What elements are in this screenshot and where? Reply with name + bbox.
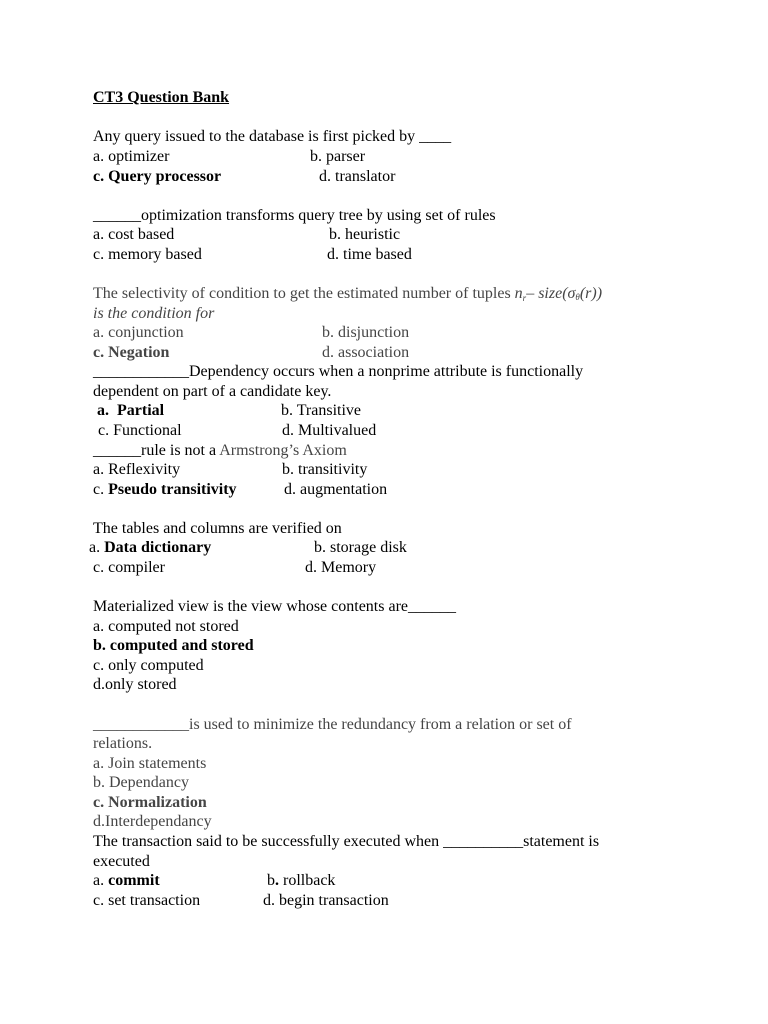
q5-question-part-1: ______rule is not a bbox=[93, 442, 220, 459]
q9-option-b-dot: . bbox=[275, 872, 279, 889]
q3-formula-n: n bbox=[514, 285, 523, 302]
q1-option-a: a. optimizer bbox=[93, 148, 170, 165]
question-6: The tables and columns are verified on bbox=[93, 520, 342, 537]
q5-option-c-prefix: c. bbox=[93, 481, 109, 498]
q6-option-d: d. Memory bbox=[305, 559, 377, 576]
q3-option-d: d. association bbox=[322, 344, 410, 361]
q1-option-d: d. translator bbox=[319, 168, 396, 185]
q5-option-c-text: Pseudo transitivity bbox=[108, 481, 237, 498]
q6-option-b: b. storage disk bbox=[314, 539, 407, 556]
q2-option-c: c. memory based bbox=[93, 246, 202, 263]
question-3-line-2: is the condition for bbox=[93, 305, 215, 322]
q3-formula-theta: θ bbox=[575, 292, 580, 302]
question-8-line-2: relations. bbox=[93, 735, 153, 752]
question-1: Any query issued to the database is first picked by ____ bbox=[93, 128, 452, 145]
q9-option-b-prefix: b bbox=[267, 872, 275, 889]
q2-option-d: d. time based bbox=[327, 246, 412, 263]
q9-option-a-prefix: a. bbox=[93, 872, 109, 889]
q3-option-a: a. conjunction bbox=[93, 324, 184, 341]
q8-option-a: a. Join statements bbox=[93, 755, 207, 772]
q4-option-b: b. Transitive bbox=[281, 402, 362, 419]
q2-option-a: a. cost based bbox=[93, 226, 175, 243]
q3-option-c: c. Negation bbox=[93, 344, 170, 361]
question-8: ____________is used to minimize the redundancy from a relation or set of bbox=[93, 716, 572, 733]
q9-option-d: d. begin transaction bbox=[263, 892, 389, 909]
question-5 bbox=[93, 441, 347, 461]
page-title: CT3 Question Bank bbox=[93, 89, 230, 106]
q1-option-c: c. Query processor bbox=[93, 168, 222, 185]
question-9-line-2: executed bbox=[93, 853, 150, 870]
q8-option-c: c. Normalization bbox=[93, 794, 207, 811]
q4-option-a: a. Partial bbox=[97, 402, 165, 419]
q5-option-b: b. transitivity bbox=[282, 461, 368, 478]
q6-option-a-prefix: a. bbox=[89, 539, 105, 556]
q3-formula-mid: – size(σ bbox=[526, 285, 576, 302]
q3-formula-end: (r)) bbox=[579, 285, 603, 302]
question-2: ______optimization transforms query tree by using set of rules bbox=[93, 207, 496, 224]
q8-option-b: b. Dependancy bbox=[93, 774, 189, 791]
q7-option-d: d.only stored bbox=[93, 676, 177, 693]
question-7: Materialized view is the view whose contents are______ bbox=[93, 598, 456, 615]
q7-option-b: b. computed and stored bbox=[93, 637, 254, 654]
question-4-line-2: dependent on part of a candidate key. bbox=[93, 383, 332, 400]
q6-option-c: c. compiler bbox=[93, 559, 165, 576]
q2-option-b: b. heuristic bbox=[329, 226, 401, 243]
q8-option-d: d.Interdependancy bbox=[93, 813, 212, 830]
q9-option-b bbox=[267, 871, 335, 891]
q5-option-c bbox=[93, 480, 237, 500]
q6-option-a-text: Data dictionary bbox=[104, 539, 212, 556]
q5-question-part-2: Armstrong’s Axiom bbox=[219, 442, 347, 459]
q7-option-c: c. only computed bbox=[93, 657, 204, 674]
q9-option-a bbox=[93, 871, 160, 891]
q9-option-b-text: rollback bbox=[279, 872, 336, 889]
q5-option-a: a. Reflexivity bbox=[93, 461, 181, 478]
q5-option-d: d. augmentation bbox=[284, 481, 388, 498]
q3-option-b: b. disjunction bbox=[322, 324, 410, 341]
question-4: ____________Dependency occurs when a nonprime attribute is functionally bbox=[93, 363, 584, 380]
q3-question-text: The selectivity of condition to get the estimated number of tuples bbox=[93, 285, 515, 302]
q3-formula-n-subscript: r bbox=[522, 293, 527, 303]
q1-option-b: b. parser bbox=[310, 148, 366, 165]
q9-option-c: c. set transaction bbox=[93, 892, 201, 909]
q4-option-d: d. Multivalued bbox=[282, 422, 377, 439]
q9-option-a-text: commit bbox=[108, 872, 160, 889]
question-9: The transaction said to be successfully executed when __________statement is bbox=[93, 833, 600, 850]
q4-option-c: c. Functional bbox=[98, 422, 182, 439]
q6-option-a bbox=[89, 538, 211, 558]
q7-option-a: a. computed not stored bbox=[93, 618, 239, 635]
